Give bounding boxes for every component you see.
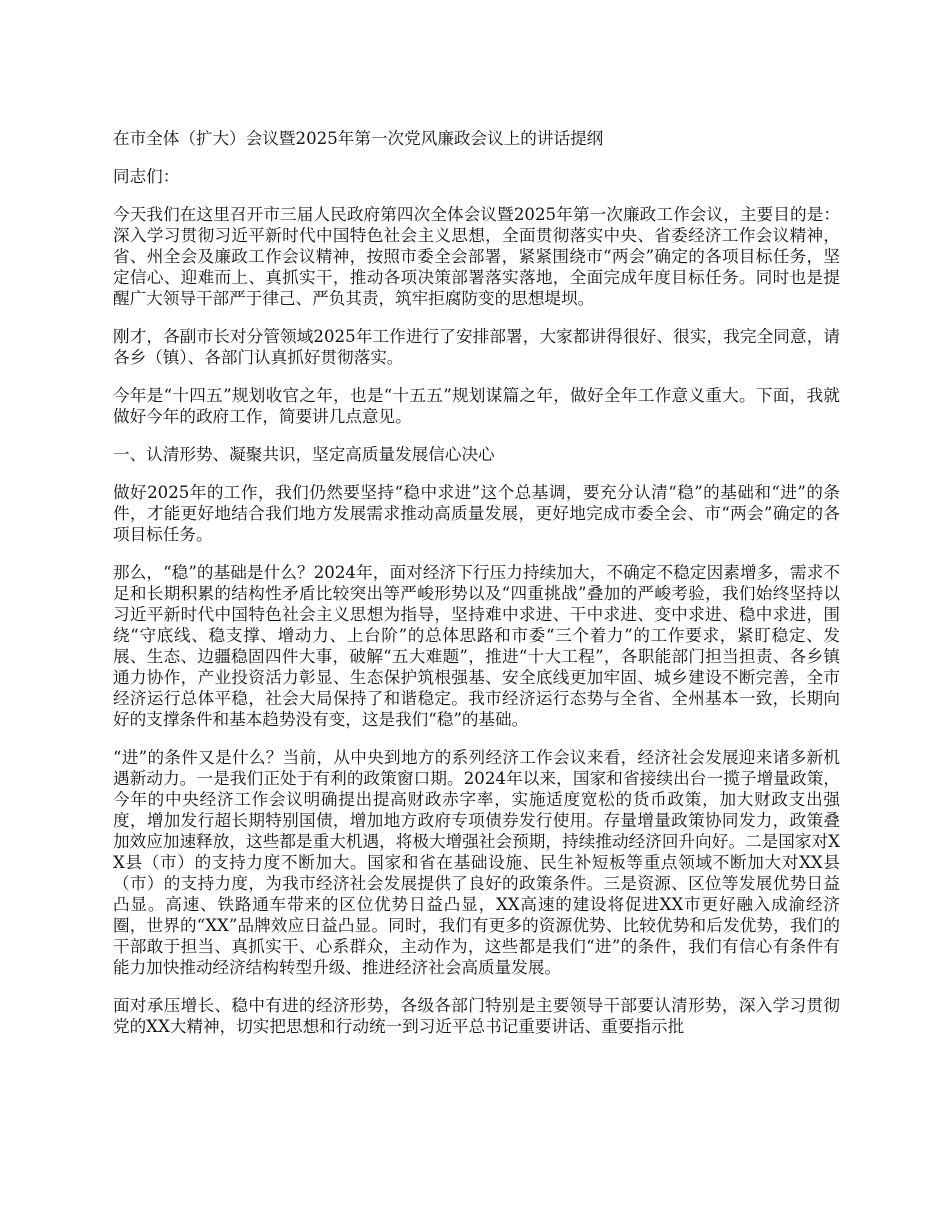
salutation: 同志们：: [113, 167, 180, 186]
paragraph-tone: 做好2025年的工作，我们仍然要坚持“稳中求进”这个总基调，要充分认清“稳”的基础和“进”的条件，才能更好地结合我们地方发展需求推动高质量发展，更好地完成市委全会、市“两会”确定的各项目标任务。: [113, 483, 840, 544]
paragraph-overview: 今年是“十四五”规划收官之年，也是“十五五”规划谋篇之年，做好全年工作意义重大。下面，我就做好今年的政府工作，简要讲几点意见。: [113, 386, 840, 426]
document-body: [113, 122, 840, 1054]
paragraph-stability-basis: 那么，“稳”的基础是什么？2024年，面对经济下行压力持续加大，不确定不稳定因素增多，需求不足和长期积累的结构性矛盾比较突出等严峻形势以及“四重挑战”叠加的严峻考验，我们始终坚持以习近平新时代中国特色社会主义思想为指导，坚持难中求进、干中求进、变中求进、稳中求进，围绕“守底线、稳支撑、增动力、上台阶”的总体思路和市委“三个着力”的工作要求，紧盯稳定、发展、生态、边疆稳固四件大事，破解“五大难题”，推进“十大工程”，各职能部门担当担责、各乡镇通力协作，产业投资活力彰显、生态保护筑根强基、安全底线更加牢固、城乡建设不断完善，全市经济运行总体平稳，社会大局保持了和谐稳定。我市经济运行态势与全省、全州基本一致，长期向好的支撑条件和基本趋势没有变，这是我们“稳”的基础。: [113, 563, 840, 729]
paragraph-progress-conditions: “进”的条件又是什么？当前，从中央到地方的系列经济工作会议来看，经济社会发展迎来诸多新机遇新动力。一是我们正处于有利的政策窗口期。2024年以来，国家和省接续出台一揽子增量政策，今年的中央经济工作会议明确提出提高财政赤字率，实施适度宽松的货币政策，加大财政支出强度，增加发行超长期特别国债，增加地方政府专项债券发行使用。存量增量政策协同发力，政策叠加效应加速释放，这些都是重大机遇，将极大增强社会预期，持续推动经济回升向好。二是国家对XX县（市）的支持力度不断加大。国家和省在基础设施、民生补短板等重点领域不断加大对XX县（市）的支持力度，为我市经济社会发展提供了良好的政策条件。三是资源、区位等发展优势日益凸显。高速、铁路通车带来的区位优势日益凸显，XX高速的建设将促进XX市更好融入成渝经济圈，世界的“XX”品牌效应日益凸显。同时，我们有更多的资源优势、比较优势和后发优势，我们的干部敢于担当、真抓实干、心系群众，主动作为，这些都是我们“进”的条件，我们有信心有条件有能力加快推动经济结构转型升级、推进经济社会高质量发展。: [113, 748, 840, 977]
document-title: 在市全体（扩大）会议暨2025年第一次党风廉政会议上的讲话提纲: [113, 129, 604, 148]
paragraph-closing: 面对承压增长、稳中有进的经济形势，各级各部门特别是主要领导干部要认清形势，深入学习贯彻党的XX大精神，切实把思想和行动统一到习近平总书记重要讲话、重要指示批: [113, 996, 840, 1036]
paragraph-agreement: 刚才，各副市长对分管领域2025年工作进行了安排部署，大家都讲得很好、很实，我完全同意，请各乡（镇）、各部门认真抓好贯彻落实。: [113, 327, 840, 367]
section-heading-1: 一、认清形势、凝聚共识，坚定高质量发展信心决心: [113, 445, 495, 464]
paragraph-intro: 今天我们在这里召开市三届人民政府第四次全体会议暨2025年第一次廉政工作会议，主要目的是：深入学习贯彻习近平新时代中国特色社会主义思想，全面贯彻落实中央、省委经济工作会议精神，省、州全会及廉政工作会议精神，按照市委全会部署，紧紧围绕市“两会”确定的各项目标任务，坚定信心、迎难而上、真抓实干，推动各项决策部署落实落地，全面完成年度目标任务。同时也是提醒广大领导干部严于律己、严负其责，筑牢拒腐防变的思想堤坝。: [113, 205, 840, 308]
